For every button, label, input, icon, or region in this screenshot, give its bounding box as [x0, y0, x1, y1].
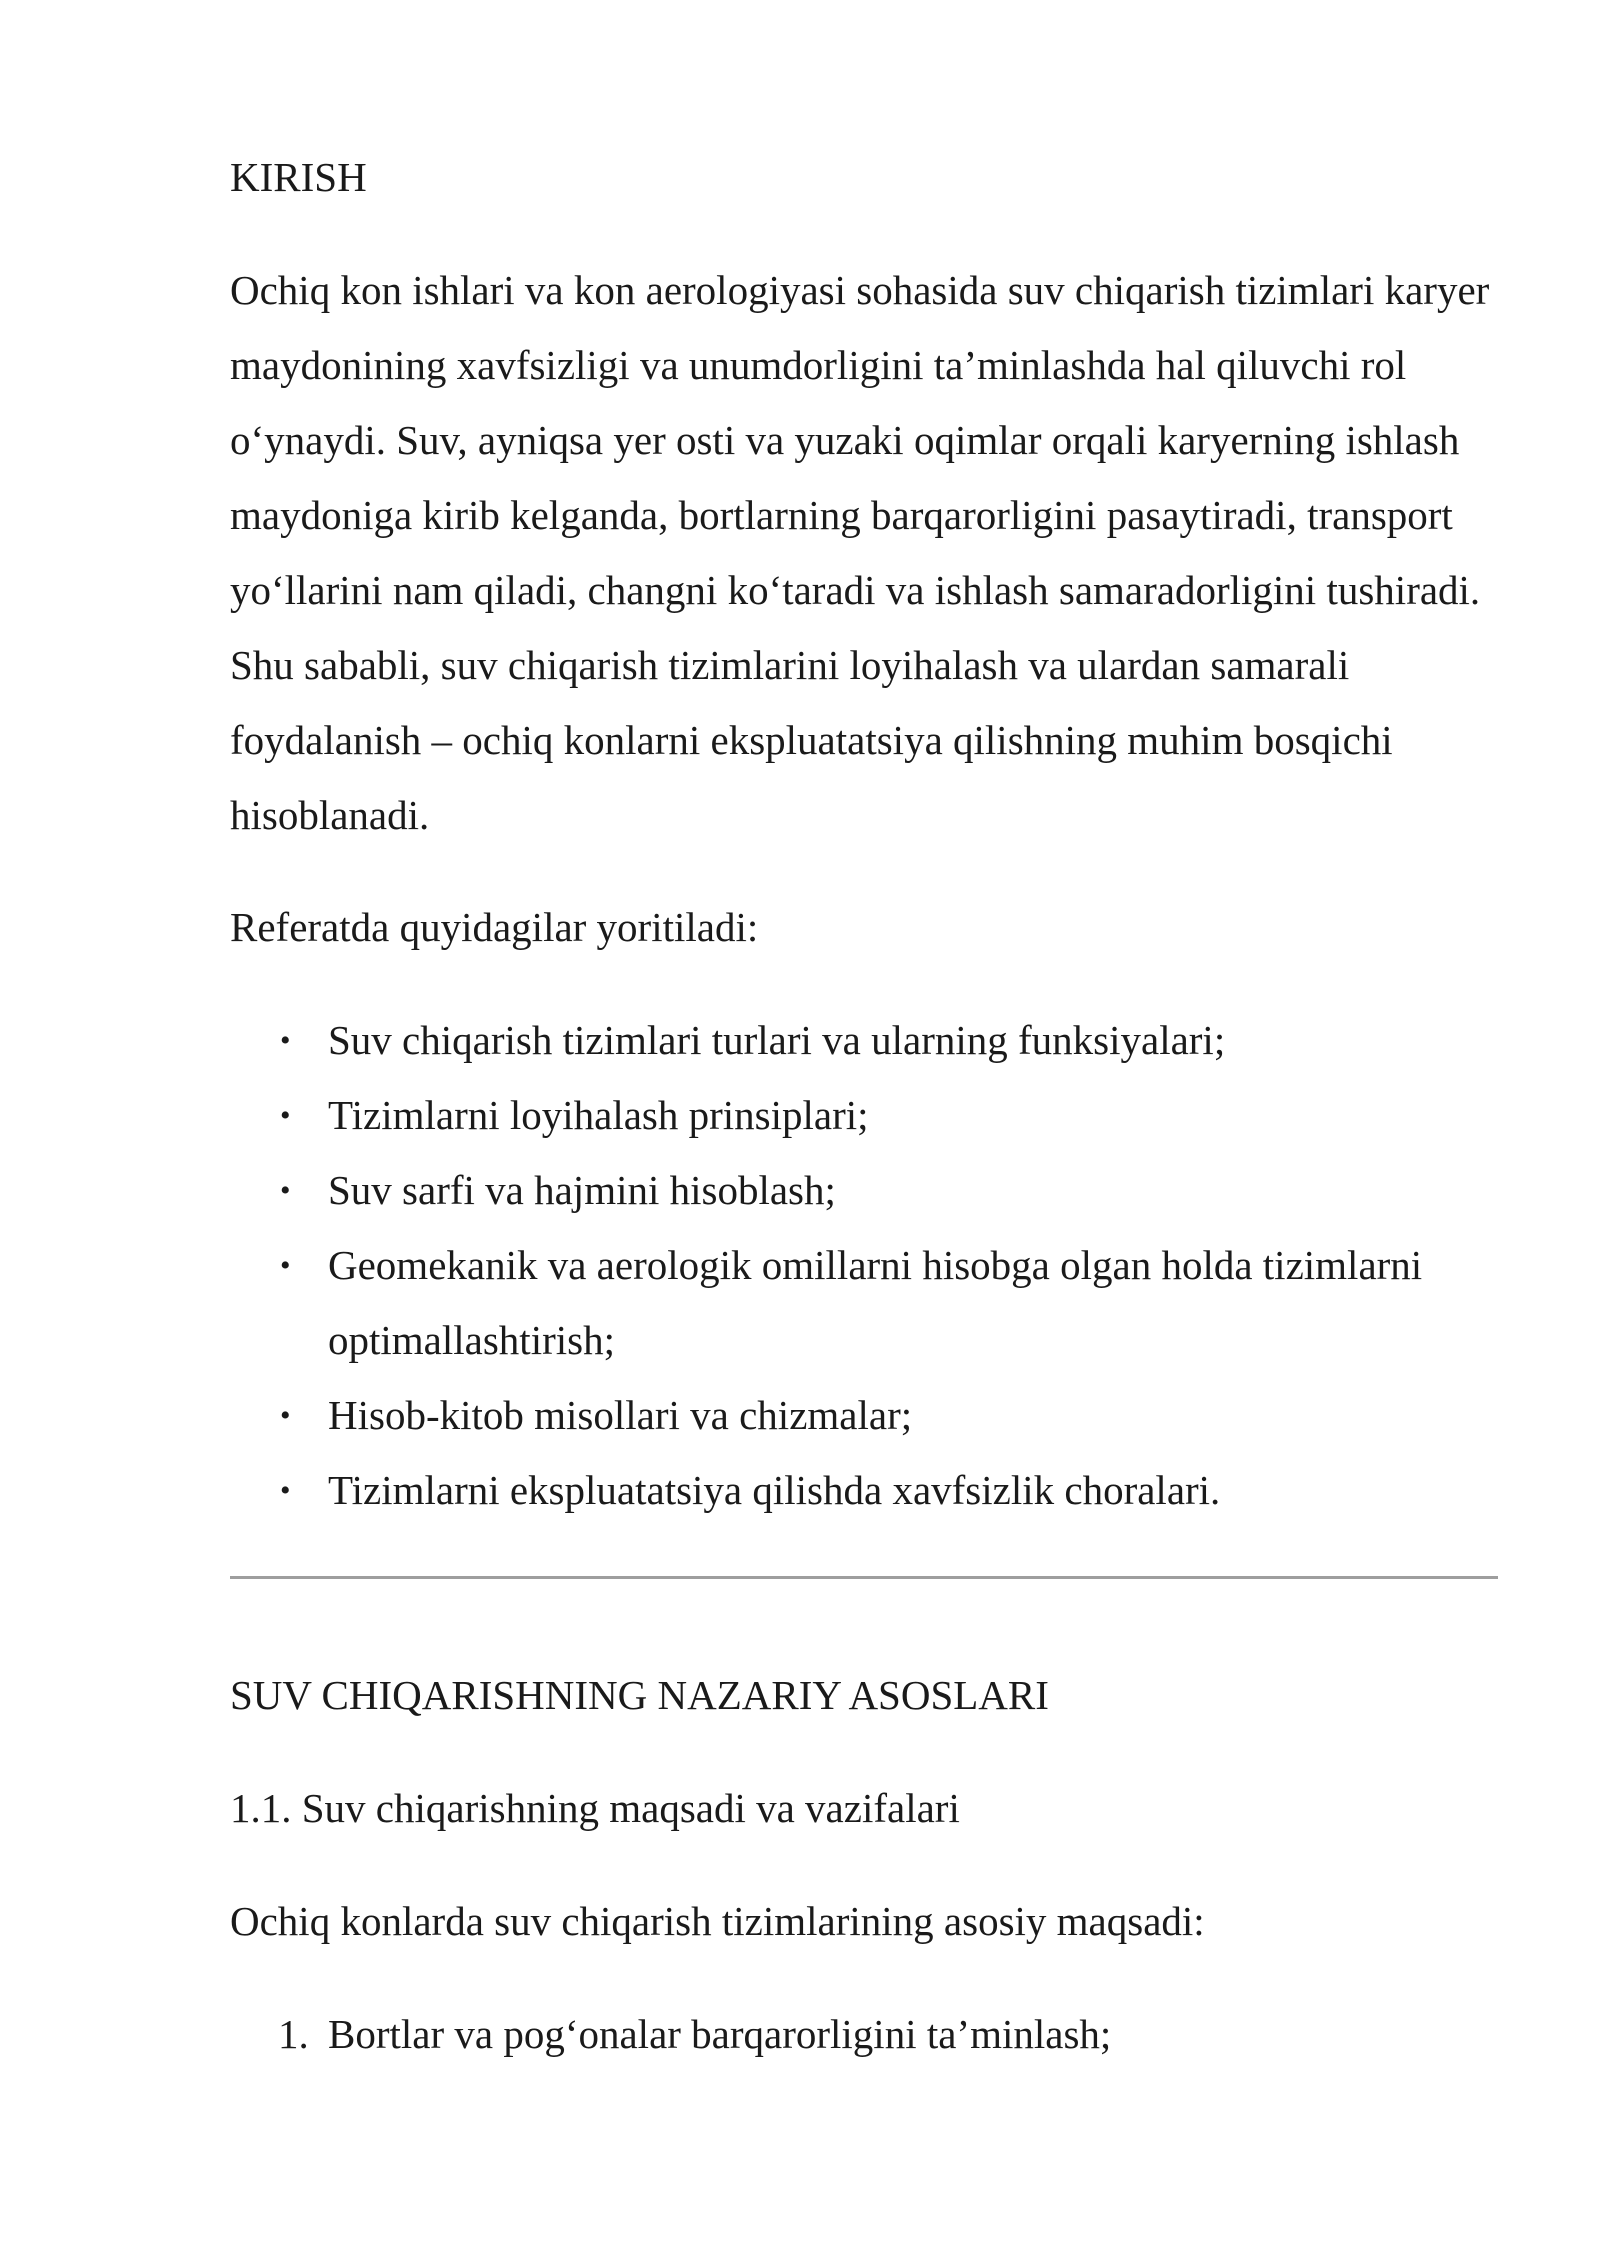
section-heading: SUV CHIQARISHNING NAZARIY ASOSLARI [230, 1672, 1049, 1718]
list-item [230, 1453, 1500, 1528]
intro-heading: KIRISH [230, 154, 367, 200]
list-item [230, 1997, 1500, 2072]
list-item [230, 1228, 1500, 1378]
list-item-text: Suv chiqarish tizimlari turlari va ularning funksiyalari; [328, 1017, 1226, 1063]
bullet-icon: • [280, 1399, 291, 1432]
list-item [230, 1078, 1500, 1153]
list-intro: Referatda quyidagilar yoritiladi: [230, 904, 759, 950]
list-item [230, 1003, 1500, 1078]
bullet-icon: • [280, 1174, 291, 1207]
list-item-text: Bortlar va pog‘onalar barqarorligini ta’minlash; [328, 2011, 1112, 2057]
goals-numbered-list [230, 1997, 1500, 2072]
bullet-icon: • [280, 1024, 291, 1057]
bullet-icon: • [280, 1474, 291, 1507]
intro-paragraph: Ochiq kon ishlari va kon aerologiyasi sohasida suv chiqarish tizimlari karyer maydonining xavfsizligi va unumdorligini ta’minlashda hal qiluvchi rol o‘ynaydi. Suv, ayniqsa yer osti va yuzaki oqimlar orqali karyerning ishlash maydoniga kirib kelganda, bortlarning barqarorligini pasaytiradi, transport yo‘llarini nam qiladi, changni ko‘taradi va ishlash samaradorligini tushiradi. Shu sababli, suv chiqarish tizimlarini loyihalash va ulardan samarali foydalanish – ochiq konlarni ekspluatatsiya qilishning muhim bosqichi hisoblanadi. [230, 267, 1490, 838]
list-item-text: Suv sarfi va hajmini hisoblash; [328, 1167, 836, 1213]
goal-intro: Ochiq konlarda suv chiqarish tizimlarining asosiy maqsadi: [230, 1898, 1205, 1944]
list-item [230, 1378, 1500, 1453]
list-item-number: 1. [278, 2011, 309, 2057]
topics-bullet-list [230, 1003, 1500, 1528]
list-item-text: Hisob-kitob misollari va chizmalar; [328, 1392, 913, 1438]
bullet-icon: • [280, 1249, 291, 1282]
list-item-text: Geomekanik va aerologik omillarni hisobga olgan holda tizimlarni optimallashtirish; [328, 1242, 1423, 1363]
list-item-text: Tizimlarni loyihalash prinsiplari; [328, 1092, 869, 1138]
horizontal-divider [230, 1576, 1498, 1579]
list-item-text: Tizimlarni ekspluatatsiya qilishda xavfsizlik choralari. [328, 1467, 1221, 1513]
subsection-heading: 1.1. Suv chiqarishning maqsadi va vazifalari [230, 1785, 960, 1831]
list-item [230, 1153, 1500, 1228]
bullet-icon: • [280, 1099, 291, 1132]
